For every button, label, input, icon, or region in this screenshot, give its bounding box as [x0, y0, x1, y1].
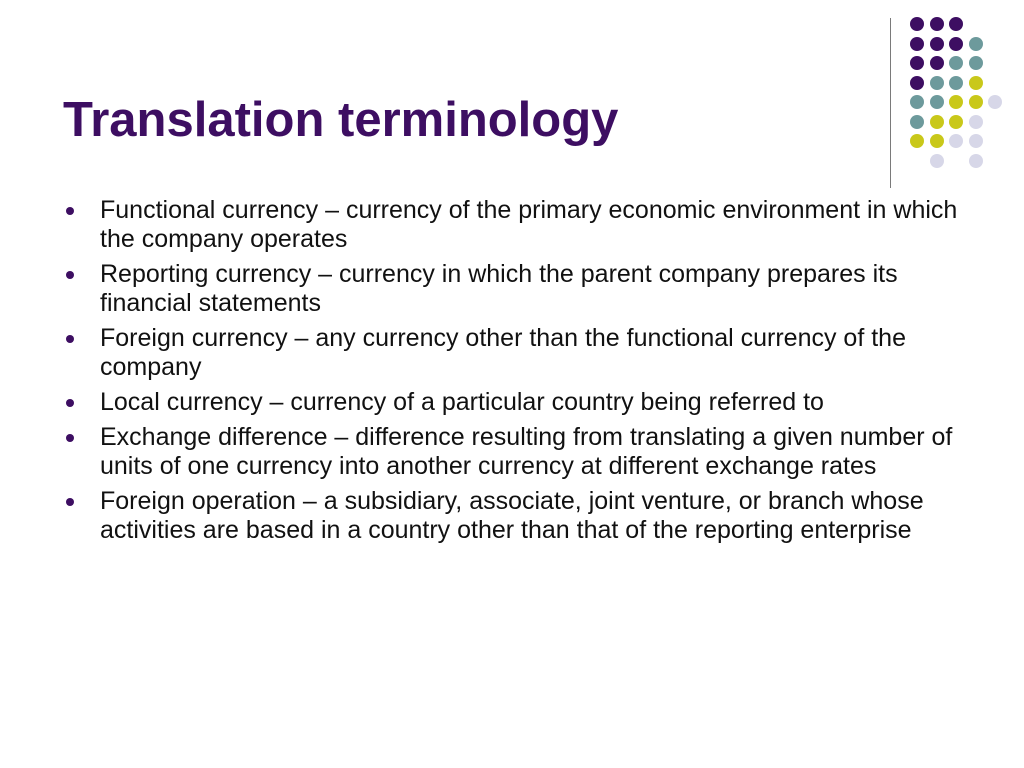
decorative-dot-icon — [910, 37, 924, 51]
bullet-text: Foreign operation – a subsidiary, associate, joint venture, or branch whose activities are based in a country other than that of the reporting enterprise — [100, 487, 924, 544]
bullet-item — [63, 487, 963, 545]
decorative-dot-icon — [910, 134, 924, 148]
vertical-divider — [890, 18, 891, 188]
bullet-dot-icon — [66, 399, 74, 407]
bullet-dot-icon — [66, 271, 74, 279]
decorative-dot-icon — [910, 56, 924, 70]
decorative-dot-icon — [969, 95, 983, 109]
bullet-text: Foreign currency – any currency other than the functional currency of the company — [100, 324, 906, 381]
decorative-dot-icon — [949, 17, 963, 31]
decorative-dot-icon — [949, 95, 963, 109]
decorative-dot-icon — [930, 95, 944, 109]
decorative-dot-icon — [930, 56, 944, 70]
decorative-dot-icon — [969, 56, 983, 70]
bullet-list — [63, 196, 963, 551]
decorative-dot-icon — [969, 76, 983, 90]
decorative-dot-icon — [930, 76, 944, 90]
decorative-dot-icon — [949, 56, 963, 70]
bullet-text: Functional currency – currency of the primary economic environment in which the company operates — [100, 196, 958, 253]
decorative-dot-icon — [930, 17, 944, 31]
bullet-dot-icon — [66, 498, 74, 506]
bullet-item — [63, 196, 963, 254]
decorative-dot-icon — [930, 37, 944, 51]
decorative-dot-icon — [969, 37, 983, 51]
decorative-dot-icon — [969, 134, 983, 148]
decorative-dot-icon — [969, 115, 983, 129]
bullet-text: Reporting currency – currency in which the parent company prepares its financial statements — [100, 260, 898, 317]
decorative-dot-grid — [0, 0, 1024, 200]
slide-title: Translation terminology — [63, 93, 619, 147]
decorative-dot-icon — [949, 37, 963, 51]
decorative-dot-icon — [949, 76, 963, 90]
decorative-dot-icon — [930, 115, 944, 129]
decorative-dot-icon — [910, 115, 924, 129]
decorative-dot-icon — [910, 17, 924, 31]
bullet-item — [63, 260, 963, 318]
bullet-item — [63, 388, 963, 417]
bullet-dot-icon — [66, 207, 74, 215]
decorative-dot-icon — [949, 115, 963, 129]
bullet-item — [63, 423, 963, 481]
bullet-dot-icon — [66, 434, 74, 442]
bullet-text: Exchange difference – difference resulting from translating a given number of units of one currency into another currency at different exchange rates — [100, 423, 953, 480]
decorative-dot-icon — [969, 154, 983, 168]
decorative-dot-icon — [910, 95, 924, 109]
decorative-dot-icon — [930, 154, 944, 168]
bullet-item — [63, 324, 963, 382]
decorative-dot-icon — [949, 134, 963, 148]
decorative-dot-icon — [988, 95, 1002, 109]
bullet-text: Local currency – currency of a particular country being referred to — [100, 388, 824, 416]
decorative-dot-icon — [930, 134, 944, 148]
bullet-dot-icon — [66, 335, 74, 343]
decorative-dot-icon — [910, 76, 924, 90]
